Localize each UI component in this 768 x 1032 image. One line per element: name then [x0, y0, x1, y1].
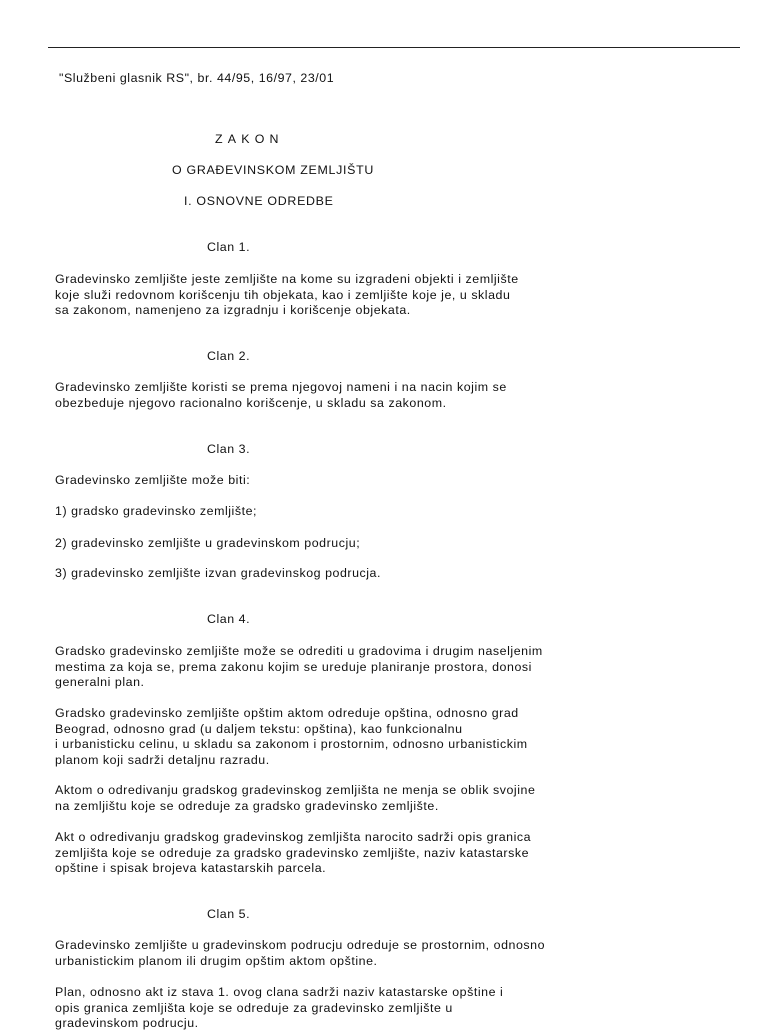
article-heading: Clan 4.	[207, 612, 251, 626]
article-heading: Clan 5.	[207, 907, 251, 921]
list-item: 3) gradevinsko zemljište izvan gradevinskog podrucja.	[55, 566, 381, 580]
law-subject: O GRAĐEVINSKOM ZEMLJIŠTU	[172, 163, 374, 177]
article-heading: Clan 1.	[207, 240, 251, 254]
list-item: 1) gradsko gradevinsko zemljište;	[55, 504, 258, 518]
article-heading: Clan 3.	[207, 442, 251, 456]
list-item: 2) gradevinsko zemljište u gradevinskom podrucju;	[55, 536, 361, 550]
gazette-reference: "Službeni glasnik RS", br. 44/95, 16/97, 23/01	[59, 71, 335, 85]
law-title: ZAKON	[215, 132, 284, 146]
top-rule	[48, 47, 740, 48]
article-paragraph: Gradsko gradevinsko zemljište opštim aktom odreduje opština, odnosno grad Beograd, odnosno grad (u daljem tekstu: opština), kao funkcionalnu i urbanisticku celinu, u skladu sa zakonom i prostornim, odnosno urbanistickim planom koji sadrži detaljnu razradu.	[55, 706, 528, 767]
article-paragraph: Akt o odredivanju gradskog gradevinskog zemljišta narocito sadrži opis granica zemljišta koje se odreduje za gradsko gradevinsko zemljište, naziv katastarske opštine i spisak brojeva katastarskih parcela.	[55, 830, 532, 875]
article-paragraph: Gradsko gradevinsko zemljište može se odrediti u gradovima i drugim naseljenim mestima za koja se, prema zakonu kojim se ureduje planiranje prostora, donosi generalni plan.	[55, 644, 543, 689]
section-heading: I. OSNOVNE ODREDBE	[184, 194, 334, 208]
article-paragraph: Gradevinsko zemljište u gradevinskom podrucju odreduje se prostornim, odnosno urbanistickim planom ili drugim opštim aktom opštine.	[55, 938, 546, 968]
article-paragraph: Aktom o odredivanju gradskog gradevinskog zemljišta ne menja se oblik svojine na zemljištu koje se odreduje za gradsko gradevinsko zemljište.	[55, 783, 536, 813]
article-paragraph: Gradevinsko zemljište može biti:	[55, 473, 251, 487]
article-paragraph: Gradevinsko zemljište koristi se prema njegovoj nameni i na nacin kojim se obezbeduje njegovo racionalno korišcenje, u skladu sa zakonom.	[55, 380, 507, 410]
article-paragraph: Gradevinsko zemljište jeste zemljište na kome su izgradeni objekti i zemljište koje služi redovnom korišcenju tih objekata, kao i zemljište koje je, u skladu sa zakonom, namenjeno za izgradnju i korišcenje objekata.	[55, 272, 519, 317]
article-heading: Clan 2.	[207, 349, 251, 363]
article-paragraph: Plan, odnosno akt iz stava 1. ovog clana sadrži naziv katastarske opštine i opis granica zemljišta koje se odreduje za gradevinsko zemljište u gradevinskom podrucju.	[55, 985, 504, 1030]
